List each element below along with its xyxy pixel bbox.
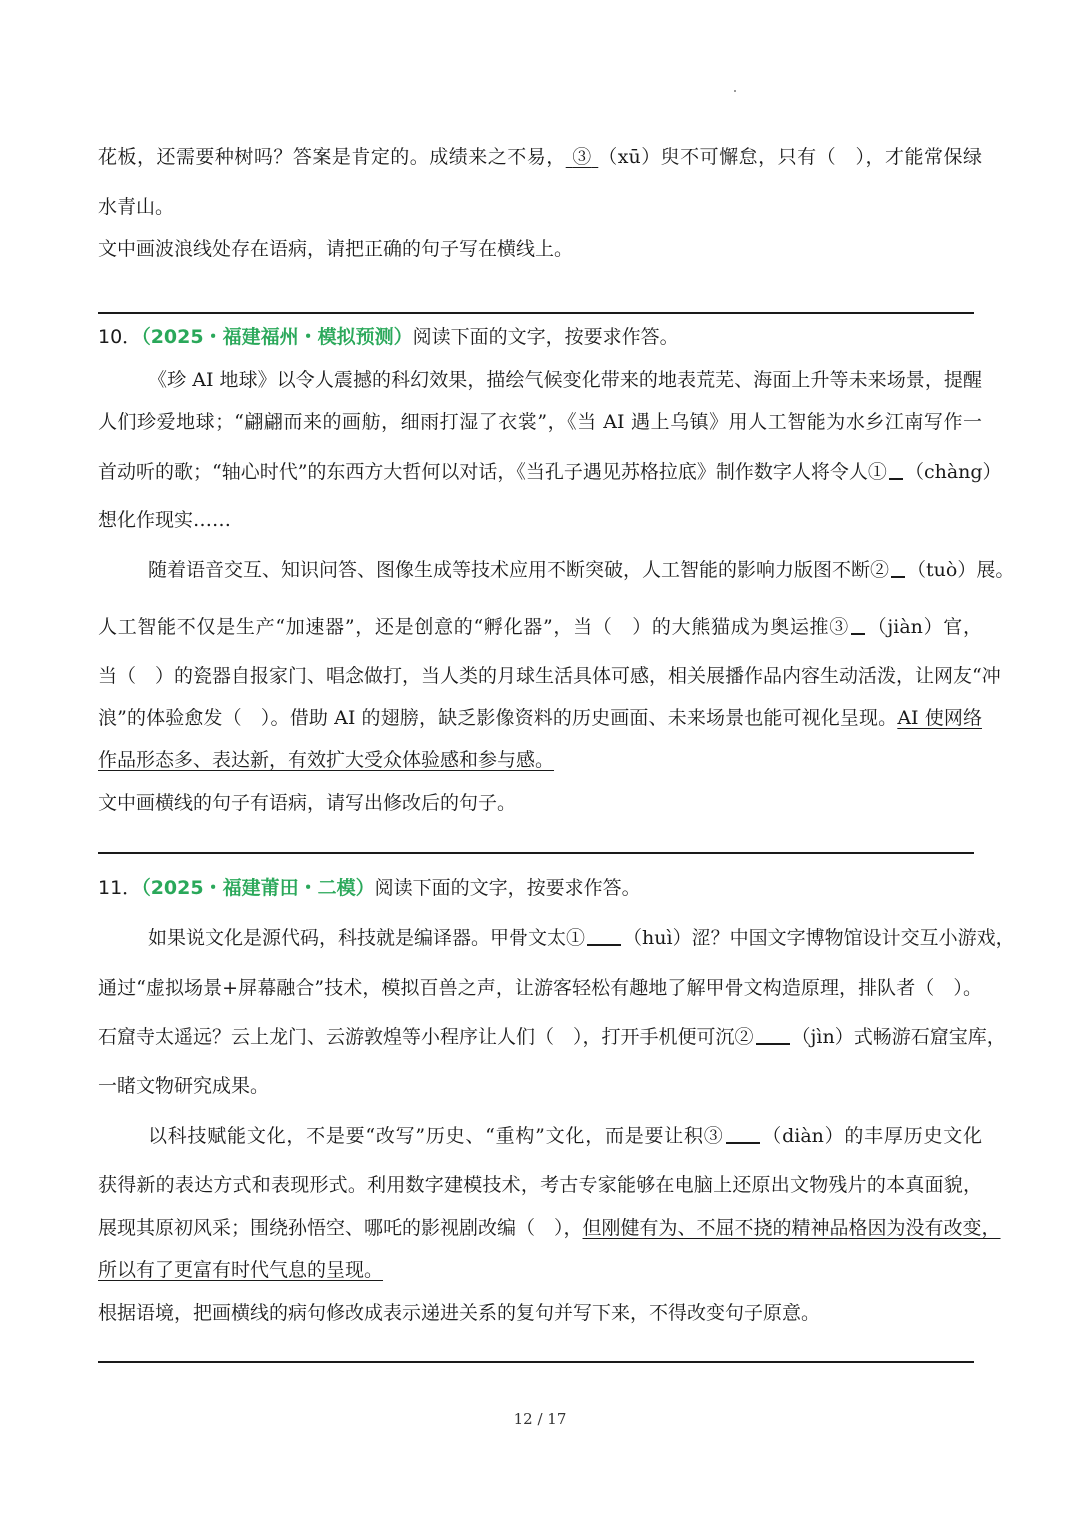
q11-header <box>98 875 982 901</box>
q10-blank-3 <box>851 615 865 635</box>
q9-instruction: 文中画波浪线处存在语病，请把正确的句子写在横线上。 <box>98 238 574 260</box>
page-number: 12 / 17 <box>513 1410 567 1428</box>
q10-number: 10． <box>98 326 142 348</box>
q10-p2-line-3: 当（ ）的瓷器自报家门、唱念做打，当人类的月球生活具体可感，相关展播作品内容生动活泼，让网友“冲 <box>98 665 1001 687</box>
q10-p1-line-2: 人们珍爱地球；“翩翩而来的画舫，细雨打湿了衣裳”，《当 AI 遇上乌镇》用人工智能为水乡江南写作一 <box>98 411 982 433</box>
q10-p2-line-1: 随着语音交互、知识问答、图像生成等技术应用不断突破，人工智能的影响力版图不断② （tuò）展。 <box>148 559 1015 581</box>
q11-p2-line-1: 以科技赋能文化，不是要“改写”历史、“重构”文化，而是要让积③ （diàn）的丰厚历史文化 <box>148 1125 982 1147</box>
q10-p2-line-5 <box>98 747 982 773</box>
q10-header <box>98 324 982 350</box>
q11-p2-line-4 <box>98 1257 982 1283</box>
q11-prompt: 阅读下面的文字，按要求作答。 <box>374 877 641 899</box>
q10-p1-line-4: 想化作现实…… <box>98 509 232 531</box>
q10-blank-1 <box>889 460 903 480</box>
q10-blank-2 <box>891 558 905 578</box>
q9-line-2: 水青山。 <box>98 196 175 218</box>
q11-p2-line-3: 展现其原初风采；围绕孙悟空、哪吒的影视剧改编（ ），但刚健有为、不屈不挠的精神品格因为没有改变， <box>98 1217 1001 1239</box>
q9-blank-3: ③ <box>572 146 592 168</box>
answer-line-q11 <box>98 1361 974 1363</box>
answer-line-q10 <box>98 852 974 854</box>
q10-prompt: 阅读下面的文字，按要求作答。 <box>412 326 679 348</box>
q10-instruction: 文中画横线的句子有语病，请写出修改后的句子。 <box>98 792 517 814</box>
q11-blank-3 <box>726 1124 760 1144</box>
q10-underlined-sentence-a: AI 使网络 <box>897 707 982 729</box>
q11-blank-1 <box>587 926 621 946</box>
q11-instruction: 根据语境，把画横线的病句修改成表示递进关系的复句并写下来，不得改变句子原意。 <box>98 1302 821 1324</box>
scan-speck <box>734 90 736 92</box>
q11-p1-line-2: 通过“虚拟场景+屏幕融合”技术，模拟百兽之声，让游客轻松有趣地了解甲骨文构造原理，排队者（ ）。 <box>98 977 982 999</box>
q11-source: （2025・福建莆田・二模） <box>141 877 375 899</box>
q10-p1-line-3: 首动听的歌；“轴心时代”的东西方大哲何以对话，《当孔子遇见苏格拉底》制作数字人将令人① （chàng） <box>98 461 1002 483</box>
q10-p1-line-1: 《珍 AI 地球》以令人震撼的科幻效果，描绘气候变化带来的地表荒芜、海面上升等未来场景，提醒 <box>148 369 982 391</box>
q9-text: 花板，还需要种树吗？答案是肯定的。成绩来之不易， <box>98 146 566 168</box>
q11-p1-line-3: 石窟寺太遥远？云上龙门、云游敦煌等小程序让人们（ ），打开手机便可沉② （jìn）式畅游石窟宝库， <box>98 1026 1006 1048</box>
q9-line-1 <box>98 144 982 170</box>
q11-number: 11． <box>98 877 142 899</box>
q10-p2-line-4: 浪”的体验愈发（ ）。借助 AI 的翅膀，缺乏影像资料的历史画面、未来场景也能可视化呈现。AI 使网络 <box>98 707 982 729</box>
q11-p2-line-2: 获得新的表达方式和表现形式。利用数字建模技术，考古专家能够在电脑上还原出文物残片的本真面貌， <box>98 1174 982 1196</box>
q9-text-b: （xū）臾不可懈怠，只有（ ），才能常保绿 <box>598 146 982 168</box>
q11-blank-2 <box>756 1025 790 1045</box>
q10-underlined-sentence-b: 作品形态多、表达新，有效扩大受众体验感和参与感。 <box>98 749 555 771</box>
q11-underlined-sentence-b: 所以有了更富有时代气息的呈现。 <box>98 1259 384 1281</box>
answer-line-q9 <box>98 312 974 314</box>
q10-source: （2025・福建福州・模拟预测） <box>141 326 413 348</box>
q11-underlined-sentence-a: 但刚健有为、不屈不挠的精神品格因为没有改变， <box>582 1217 1001 1239</box>
q11-p1-line-1: 如果说文化是源代码，科技就是编译器。甲骨文太① （huì）涩？中国文字博物馆设计交互小游戏， <box>148 927 1015 949</box>
q11-p1-line-4: 一睹文物研究成果。 <box>98 1075 270 1097</box>
q10-p2-line-2: 人工智能不仅是生产“加速器”，还是创意的“孵化器”，当（ ）的大熊猫成为奥运推③ （jiàn）官， <box>98 616 982 638</box>
